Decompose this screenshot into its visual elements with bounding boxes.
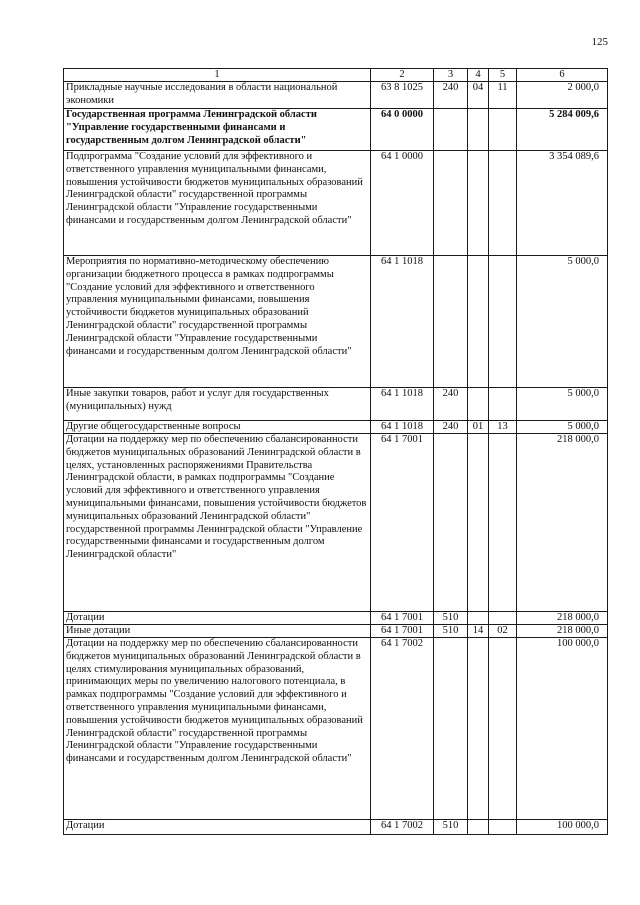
row-pr bbox=[489, 109, 517, 151]
row-name: Дотации bbox=[64, 612, 371, 625]
row-amount: 5 000,0 bbox=[517, 421, 608, 434]
row-rz bbox=[468, 151, 489, 256]
row-kvr: 240 bbox=[434, 388, 468, 421]
row-amount: 5 000,0 bbox=[517, 388, 608, 421]
header-col-5: 5 bbox=[489, 69, 517, 82]
row-name: Подпрограмма "Создание условий для эффективного и ответственного управления муниципальными финансами, повышения устойчивости бюджетов муниципальных образований Ленинградской области" государственной программы Ленинградской области "Управление государственными финансами и государственным долгом Ленинградской области" bbox=[64, 151, 371, 256]
header-col-1: 1 bbox=[64, 69, 371, 82]
row-kvr bbox=[434, 109, 468, 151]
row-amount: 5 284 009,6 bbox=[517, 109, 608, 151]
row-code: 64 0 0000 bbox=[371, 109, 434, 151]
table-header-row bbox=[64, 69, 608, 82]
row-pr: 02 bbox=[489, 625, 517, 638]
row-kvr bbox=[434, 151, 468, 256]
row-amount: 218 000,0 bbox=[517, 434, 608, 612]
row-code: 64 1 7001 bbox=[371, 434, 434, 612]
row-name: Дотации на поддержку мер по обеспечению сбалансированности бюджетов муниципальных образований Ленинградской области в целях, установленных распоряжениями Правительства Ленинградской области, в рамках подпрограммы "Создание условий для эффективного и ответственного управления муниципальными финансами, повышения устойчивости бюджетов муниципальных образований Ленинградской области" государственной программы Ленинградской области "Управление государственными финансами и государственным долгом Ленинградской области" bbox=[64, 434, 371, 612]
row-pr: 11 bbox=[489, 82, 517, 109]
row-kvr bbox=[434, 256, 468, 388]
row-pr bbox=[489, 256, 517, 388]
row-code: 64 1 1018 bbox=[371, 421, 434, 434]
row-kvr: 240 bbox=[434, 82, 468, 109]
row-pr bbox=[489, 638, 517, 820]
row-name: Иные дотации bbox=[64, 625, 371, 638]
table-row bbox=[64, 151, 608, 256]
table-row bbox=[64, 388, 608, 421]
row-pr bbox=[489, 151, 517, 256]
table-row bbox=[64, 434, 608, 612]
row-kvr: 510 bbox=[434, 612, 468, 625]
row-code: 63 8 1025 bbox=[371, 82, 434, 109]
table-row bbox=[64, 638, 608, 820]
row-rz bbox=[468, 109, 489, 151]
row-name: Государственная программа Ленинградской области "Управление государственными финансами и государственным долгом Ленинградской области" bbox=[64, 109, 371, 151]
row-rz: 01 bbox=[468, 421, 489, 434]
row-amount: 5 000,0 bbox=[517, 256, 608, 388]
row-rz: 04 bbox=[468, 82, 489, 109]
row-pr bbox=[489, 820, 517, 835]
row-rz: 14 bbox=[468, 625, 489, 638]
row-pr: 13 bbox=[489, 421, 517, 434]
row-pr bbox=[489, 434, 517, 612]
row-kvr: 510 bbox=[434, 820, 468, 835]
row-kvr bbox=[434, 434, 468, 612]
page-number: 125 bbox=[591, 36, 608, 48]
row-rz bbox=[468, 256, 489, 388]
row-rz bbox=[468, 388, 489, 421]
row-amount: 100 000,0 bbox=[517, 638, 608, 820]
budget-table bbox=[63, 68, 608, 835]
table-row bbox=[64, 625, 608, 638]
row-code: 64 1 7001 bbox=[371, 625, 434, 638]
row-amount: 100 000,0 bbox=[517, 820, 608, 835]
table-row bbox=[64, 421, 608, 434]
row-pr bbox=[489, 612, 517, 625]
row-amount: 2 000,0 bbox=[517, 82, 608, 109]
table-row bbox=[64, 256, 608, 388]
row-kvr: 510 bbox=[434, 625, 468, 638]
header-col-3: 3 bbox=[434, 69, 468, 82]
row-name: Прикладные научные исследования в области национальной экономики bbox=[64, 82, 371, 109]
row-amount: 218 000,0 bbox=[517, 625, 608, 638]
row-name: Иные закупки товаров, работ и услуг для государственных (муниципальных) нужд bbox=[64, 388, 371, 421]
row-name: Другие общегосударственные вопросы bbox=[64, 421, 371, 434]
row-code: 64 1 0000 bbox=[371, 151, 434, 256]
row-rz bbox=[468, 612, 489, 625]
row-rz bbox=[468, 638, 489, 820]
header-col-4: 4 bbox=[468, 69, 489, 82]
row-name: Мероприятия по нормативно-методическому обеспечению организации бюджетного процесса в рамках подпрограммы "Создание условий для эффективного и ответственного управления муниципальными финансами, повышения устойчивости бюджетов муниципальных образований Ленинградской области" государственной программы Ленинградской области "Управление государственными финансами и государственным долгом Ленинградской области" bbox=[64, 256, 371, 388]
row-amount: 218 000,0 bbox=[517, 612, 608, 625]
header-col-2: 2 bbox=[371, 69, 434, 82]
row-code: 64 1 1018 bbox=[371, 256, 434, 388]
header-col-6: 6 bbox=[517, 69, 608, 82]
table-row bbox=[64, 109, 608, 151]
row-code: 64 1 1018 bbox=[371, 388, 434, 421]
table-row bbox=[64, 820, 608, 835]
table-row bbox=[64, 82, 608, 109]
row-rz bbox=[468, 434, 489, 612]
row-kvr: 240 bbox=[434, 421, 468, 434]
row-rz bbox=[468, 820, 489, 835]
table-row bbox=[64, 612, 608, 625]
row-name: Дотации на поддержку мер по обеспечению сбалансированности бюджетов муниципальных образований Ленинградской области в целях стимулирования муниципальных образований, принимающих меры по увеличению налогового потенциала, в рамках подпрограммы "Создание условий для эффективного и ответственного управления муниципальными финансами, повышения устойчивости бюджетов муниципальных образований Ленинградской области" государственной программы Ленинградской области "Управление государственными финансами и государственным долгом Ленинградской области" bbox=[64, 638, 371, 820]
row-code: 64 1 7002 bbox=[371, 638, 434, 820]
row-code: 64 1 7002 bbox=[371, 820, 434, 835]
row-kvr bbox=[434, 638, 468, 820]
row-amount: 3 354 089,6 bbox=[517, 151, 608, 256]
row-code: 64 1 7001 bbox=[371, 612, 434, 625]
row-pr bbox=[489, 388, 517, 421]
row-name: Дотации bbox=[64, 820, 371, 835]
